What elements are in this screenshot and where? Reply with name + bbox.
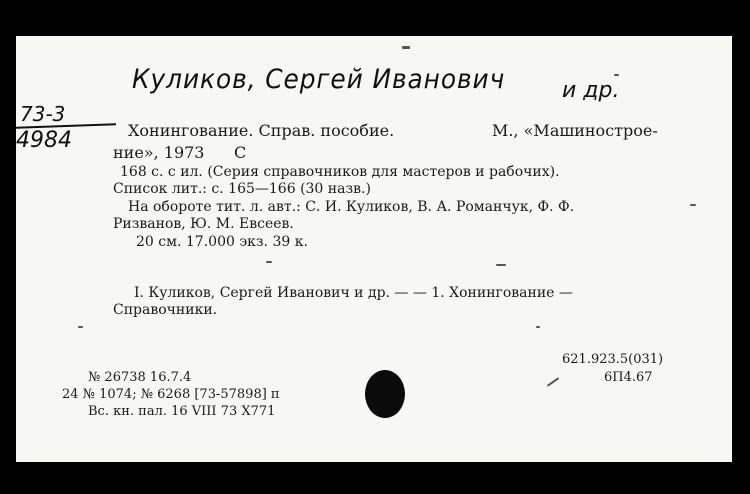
speck xyxy=(690,204,696,206)
speck xyxy=(402,46,410,49)
tracing-line-2: Справочники. xyxy=(113,302,218,318)
speck xyxy=(266,261,272,263)
registration-line-1: № 26738 16.7.4 xyxy=(88,370,192,385)
title-line-2: ние», 1973 xyxy=(113,143,205,162)
pages-line: 168 с. с ил. (Серия справочников для мастеров и рабочих). xyxy=(120,164,560,180)
call-number-top: 73-3 xyxy=(20,102,66,126)
call-number-bottom: 4984 xyxy=(16,128,72,153)
size-line: 20 см. 17.000 экз. 39 к. xyxy=(136,234,308,250)
bibliography-line: Список лит.: с. 165—166 (30 назв.) xyxy=(113,181,371,197)
speck xyxy=(614,74,619,76)
reverse-title-line-2: Ризванов, Ю. М. Евсеев. xyxy=(113,216,294,232)
catalog-card xyxy=(16,36,732,462)
handwritten-coauthors: и др. xyxy=(562,78,620,103)
tracing-line-1: I. Куликов, Сергей Иванович и др. — — 1. Хонингование — xyxy=(134,285,573,301)
ink-blot xyxy=(365,370,405,418)
registration-line-3: Вс. кн. пал. 16 VIII 73 Х771 xyxy=(88,404,276,419)
registration-line-2: 24 № 1074; № 6268 [73-57898] п xyxy=(62,387,280,402)
speck xyxy=(78,326,83,328)
publisher-line-1: М., «Машинострое- xyxy=(492,121,658,140)
reverse-title-line-1: На обороте тит. л. авт.: С. И. Куликов, В. А. Романчук, Ф. Ф. xyxy=(128,199,575,215)
speck xyxy=(536,326,540,328)
title-line-2-mark: С xyxy=(234,143,247,162)
speck xyxy=(547,377,560,387)
handwritten-author: Куликов, Сергей Иванович xyxy=(132,64,506,95)
bbk-index: 6П4.67 xyxy=(604,370,653,385)
speck xyxy=(496,264,506,266)
title-line-1: Хонингование. Справ. пособие. xyxy=(128,121,395,140)
udc-index: 621.923.5(031) xyxy=(562,352,664,367)
